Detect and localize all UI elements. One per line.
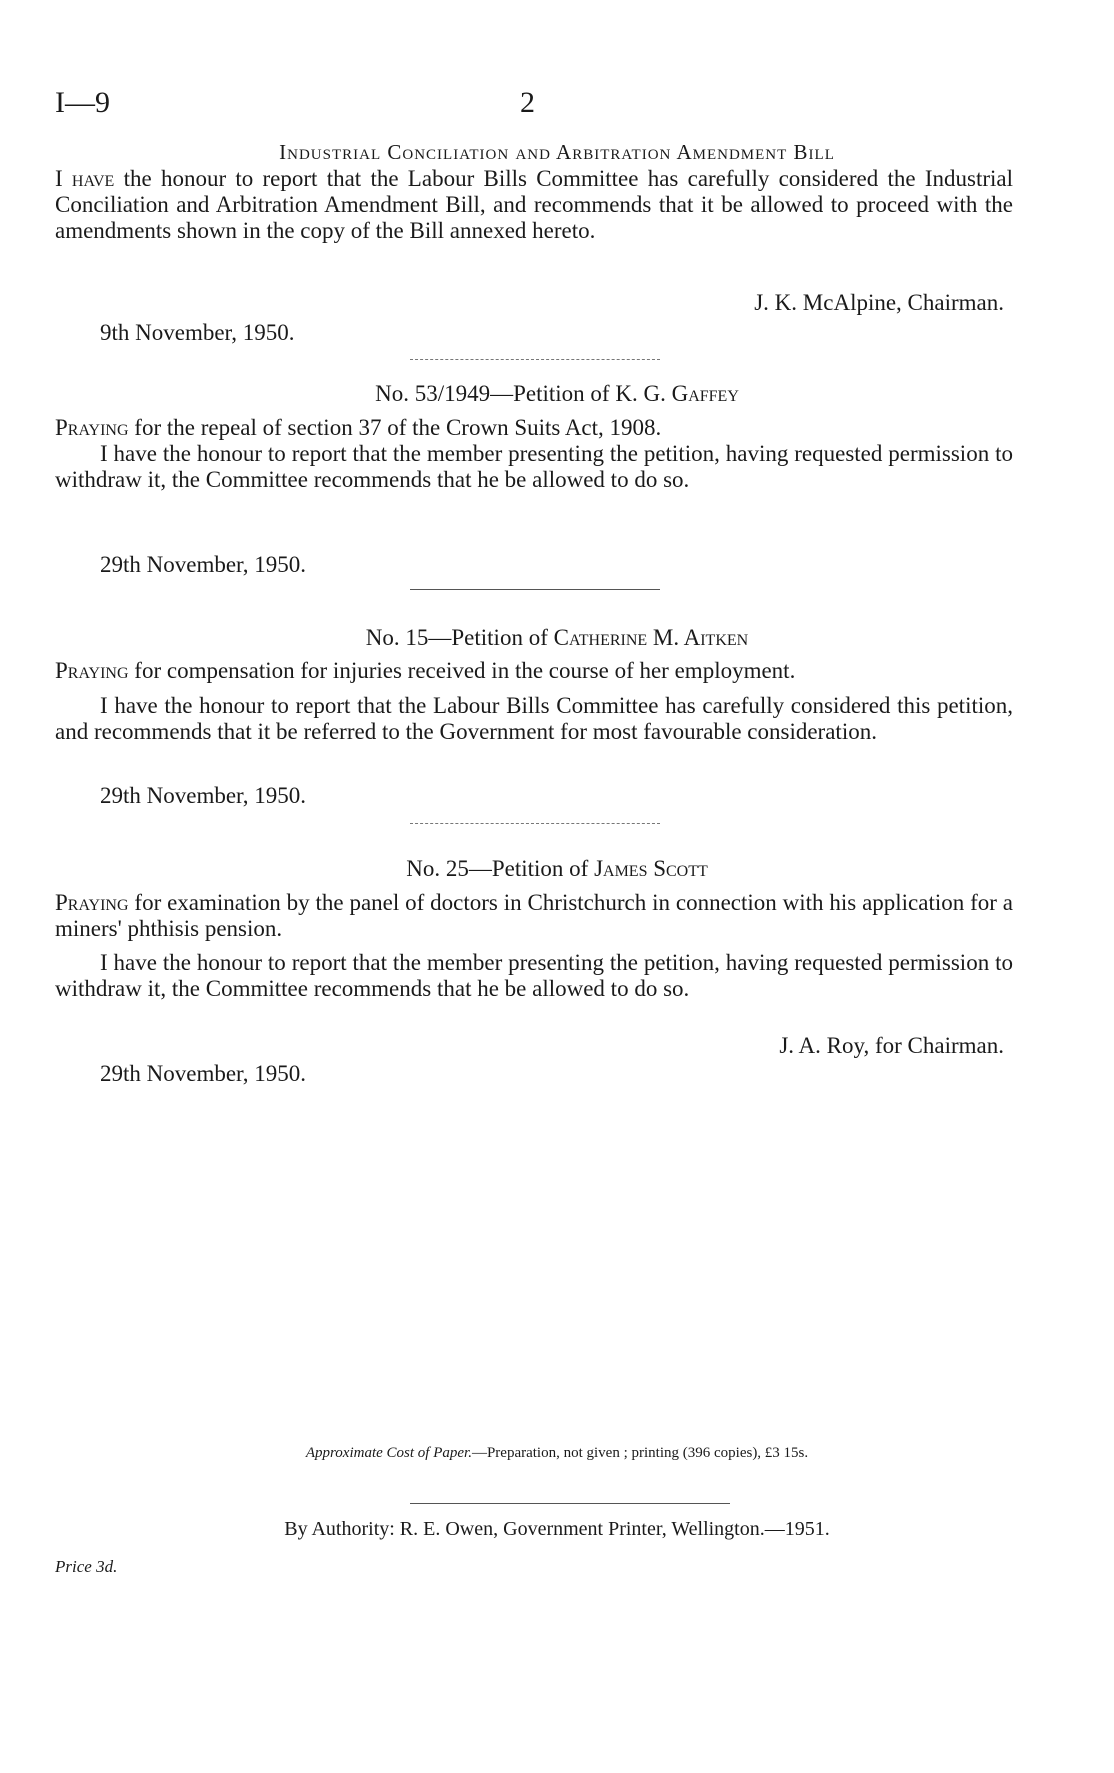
petition-heading xyxy=(0,381,1114,407)
petition-prayer xyxy=(55,658,1013,684)
section-divider xyxy=(410,359,660,360)
petitioner-name: Catherine M. Aitken xyxy=(553,625,749,650)
petition-number: No. 25—Petition of xyxy=(406,856,589,881)
praying-word: Praying xyxy=(55,415,129,440)
petitioner-name: K. G. Gaffey xyxy=(615,381,739,406)
chairman-signature: J. K. McAlpine, Chairman. xyxy=(754,290,1004,315)
prayer-text: for the repeal of section 37 of the Crown Suits Act, 1908. xyxy=(128,415,662,440)
petition-heading xyxy=(0,625,1114,651)
section-divider xyxy=(410,823,660,824)
praying-word: Praying xyxy=(55,658,129,683)
petition-report-date: 29th November, 1950. xyxy=(100,552,307,577)
petition-report-paragraph xyxy=(55,950,1013,1002)
petition-report-date: 29th November, 1950. xyxy=(100,783,307,808)
cost-text: —Preparation, not given ; printing (396 copies), £3 15s. xyxy=(471,1445,809,1461)
bill-title: Industrial Conciliation and Arbitration Amendment Bill xyxy=(279,140,835,164)
petition-number: No. 53/1949—Petition of xyxy=(375,381,610,406)
praying-word: Praying xyxy=(55,890,129,915)
cost-of-paper xyxy=(0,1445,1114,1462)
petitioner-name: James Scott xyxy=(594,856,708,881)
section-divider xyxy=(410,589,660,590)
bill-report-date: 9th November, 1950. xyxy=(100,320,295,345)
footer-divider xyxy=(410,1503,730,1504)
prayer-text: for compensation for injuries received in the course of her employment. xyxy=(128,658,796,683)
lead-word: I have xyxy=(55,166,115,191)
petition-prayer xyxy=(55,415,1013,441)
bill-report-paragraph xyxy=(55,166,1013,244)
petition-number: No. 15—Petition of xyxy=(365,625,548,650)
petition-prayer xyxy=(55,890,1013,942)
prayer-text: for examination by the panel of doctors in Christchurch in connection with his application for a miners' phthisis pension. xyxy=(55,890,1013,941)
petition-report-body: I have the honour to report that the member presenting the petition, having requested permission to withdraw it, the Committee recommends that he be allowed to do so. xyxy=(55,950,1013,1001)
printer-authority: By Authority: R. E. Owen, Government Printer, Wellington.—1951. xyxy=(284,1518,830,1540)
page-number: 2 xyxy=(520,86,535,119)
paper-reference: I—9 xyxy=(55,86,110,119)
petition-report-paragraph xyxy=(55,441,1013,493)
petition-report-date: 29th November, 1950. xyxy=(100,1061,307,1086)
price: Price 3d. xyxy=(55,1557,118,1576)
bill-report-body: the honour to report that the Labour Bills Committee has carefully considered the Industrial Conciliation and Arbitration Amendment Bill, and recommends that it be allowed to proceed with the amendments shown in the copy of the Bill annexed hereto. xyxy=(55,166,1013,243)
petition-report-paragraph xyxy=(55,693,1013,745)
petition-report-body: I have the honour to report that the member presenting the petition, having requested permission to withdraw it, the Committee recommends that he be allowed to do so. xyxy=(55,441,1013,492)
cost-label: Approximate Cost of Paper. xyxy=(305,1445,472,1461)
petition-report-body: I have the honour to report that the Labour Bills Committee has carefully considered this petition, and recommends that it be referred to the Government for most favourable consideration. xyxy=(55,693,1013,744)
petition-heading xyxy=(0,856,1114,882)
chairman-signature: J. A. Roy, for Chairman. xyxy=(779,1033,1004,1058)
